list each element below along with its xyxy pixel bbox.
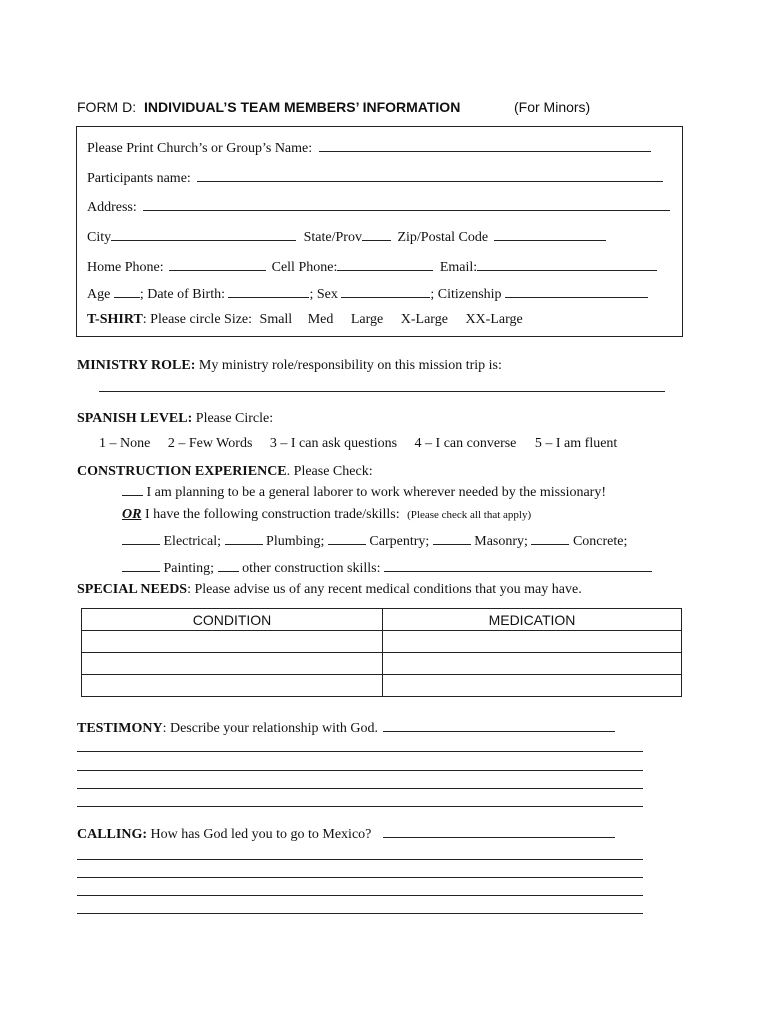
participant-name-label: Participants name: — [87, 171, 191, 186]
testimony-line[interactable] — [77, 806, 643, 807]
citizenship-label: ; Citizenship — [430, 287, 502, 302]
tshirt-text: : Please circle Size: — [142, 312, 253, 327]
form-subtitle: (For Minors) — [514, 99, 591, 115]
masonry-label: Masonry; — [474, 534, 528, 549]
home-phone-label: Home Phone: — [87, 260, 164, 275]
spanish-option-3[interactable]: 3 – I can ask questions — [269, 436, 398, 451]
condition-cell[interactable] — [82, 653, 383, 675]
phone-row — [87, 258, 657, 276]
zip-field[interactable] — [494, 228, 606, 241]
testimony-line[interactable] — [77, 770, 643, 771]
trade-text: I have the following construction trade/skills: — [144, 507, 400, 522]
church-name-row — [87, 139, 651, 157]
church-name-field[interactable] — [319, 139, 651, 152]
condition-header: CONDITION — [82, 609, 383, 631]
medication-header: MEDICATION — [383, 609, 682, 631]
address-row — [87, 198, 670, 216]
calling-field[interactable] — [383, 825, 615, 838]
testimony-label: TESTIMONY — [77, 721, 163, 736]
form-title: INDIVIDUAL’S TEAM MEMBERS’ INFORMATION — [144, 99, 461, 115]
email-field[interactable] — [477, 258, 657, 271]
city-label: City — [87, 230, 112, 245]
construction-text: . Please Check: — [286, 464, 373, 479]
condition-cell[interactable] — [82, 675, 383, 697]
calling-line[interactable] — [77, 913, 643, 914]
address-label: Address: — [87, 200, 137, 215]
spanish-level-text: Please Circle: — [195, 411, 274, 426]
medication-cell[interactable] — [383, 653, 682, 675]
testimony-text: : Describe your relationship with God. — [162, 721, 378, 736]
trades-row-2 — [122, 559, 652, 577]
trade-row — [122, 507, 531, 523]
or-label: OR — [122, 507, 142, 522]
participant-name-row — [87, 169, 663, 187]
form-header — [77, 99, 460, 115]
calling-line[interactable] — [77, 877, 643, 878]
ministry-role-row — [77, 358, 502, 374]
concrete-label: Concrete; — [572, 534, 628, 549]
painting-label: Painting; — [163, 561, 215, 576]
home-phone-field[interactable] — [169, 258, 266, 271]
medication-cell[interactable] — [383, 675, 682, 697]
table-row — [82, 631, 682, 653]
size-option-small[interactable]: Small — [259, 312, 293, 327]
calling-line[interactable] — [77, 895, 643, 896]
testimony-line[interactable] — [77, 751, 643, 752]
laborer-checkbox[interactable] — [122, 483, 143, 496]
medication-cell[interactable] — [383, 631, 682, 653]
testimony-row — [77, 719, 615, 737]
table-row — [82, 675, 682, 697]
citizenship-field[interactable] — [505, 285, 648, 298]
tshirt-row — [87, 312, 523, 328]
trade-note: (Please check all that apply) — [407, 509, 532, 521]
plumbing-label: Plumbing; — [266, 534, 325, 549]
cell-phone-label: Cell Phone: — [271, 260, 338, 275]
city-row — [87, 228, 606, 246]
table-row — [82, 653, 682, 675]
condition-cell[interactable] — [82, 631, 383, 653]
spanish-option-1[interactable]: 1 – None — [99, 436, 151, 451]
form-label: FORM D: — [77, 99, 137, 115]
table-header-row — [82, 609, 682, 631]
age-label: Age — [87, 287, 111, 302]
special-needs-table — [81, 608, 682, 697]
size-option-med[interactable]: Med — [307, 312, 334, 327]
age-field[interactable] — [114, 285, 140, 298]
email-label: Email: — [439, 260, 478, 275]
dob-label: ; Date of Birth: — [139, 287, 225, 302]
laborer-text: I am planning to be a general laborer to work wherever needed by the missionary! — [146, 485, 606, 500]
personal-row — [87, 285, 648, 303]
ministry-role-text: My ministry role/responsibility on this mission trip is: — [198, 358, 502, 373]
tshirt-label: T-SHIRT — [87, 312, 143, 327]
spanish-level-row — [77, 411, 273, 427]
painting-checkbox[interactable] — [122, 559, 160, 572]
other-skills-label: other construction skills: — [242, 561, 381, 576]
carpentry-checkbox[interactable] — [328, 532, 366, 545]
special-needs-row — [77, 582, 582, 598]
construction-row — [77, 464, 373, 480]
spanish-option-2[interactable]: 2 – Few Words — [167, 436, 253, 451]
testimony-field[interactable] — [383, 719, 615, 732]
size-option-xlarge[interactable]: X-Large — [400, 312, 448, 327]
calling-label: CALLING: — [77, 827, 148, 842]
other-skills-checkbox[interactable] — [218, 559, 239, 572]
participant-name-field[interactable] — [197, 169, 663, 182]
calling-text: How has God led you to go to Mexico? — [150, 827, 372, 842]
church-name-label: Please Print Church’s or Group’s Name: — [87, 141, 313, 156]
testimony-line[interactable] — [77, 788, 643, 789]
ministry-role-label: MINISTRY ROLE: — [77, 358, 196, 373]
state-label: State/Prov — [303, 230, 362, 245]
state-field[interactable] — [362, 228, 391, 241]
plumbing-checkbox[interactable] — [225, 532, 263, 545]
zip-label: Zip/Postal Code — [397, 230, 489, 245]
electrical-label: Electrical; — [163, 534, 222, 549]
trades-row-1 — [122, 532, 627, 550]
cell-phone-field[interactable] — [337, 258, 433, 271]
calling-line[interactable] — [77, 859, 643, 860]
other-skills-field[interactable] — [384, 559, 652, 572]
ministry-role-field[interactable] — [99, 391, 665, 392]
sex-label: ; Sex — [309, 287, 338, 302]
size-option-xxlarge[interactable]: XX-Large — [465, 312, 523, 327]
laborer-row — [122, 483, 606, 501]
special-needs-text: : Please advise us of any recent medical conditions that you may have. — [187, 582, 582, 597]
calling-row — [77, 825, 615, 843]
electrical-checkbox[interactable] — [122, 532, 160, 545]
carpentry-label: Carpentry; — [369, 534, 430, 549]
construction-label: CONSTRUCTION EXPERIENCE — [77, 464, 287, 479]
concrete-checkbox[interactable] — [531, 532, 569, 545]
masonry-checkbox[interactable] — [433, 532, 471, 545]
spanish-options — [99, 436, 617, 452]
spanish-option-4[interactable]: 4 – I can converse — [414, 436, 517, 451]
size-option-large[interactable]: Large — [350, 312, 384, 327]
sex-field[interactable] — [341, 285, 430, 298]
city-field[interactable] — [111, 228, 296, 241]
address-field[interactable] — [143, 198, 670, 211]
spanish-option-5[interactable]: 5 – I am fluent — [534, 436, 618, 451]
dob-field[interactable] — [228, 285, 309, 298]
spanish-level-label: SPANISH LEVEL: — [77, 411, 193, 426]
special-needs-label: SPECIAL NEEDS — [77, 582, 188, 597]
